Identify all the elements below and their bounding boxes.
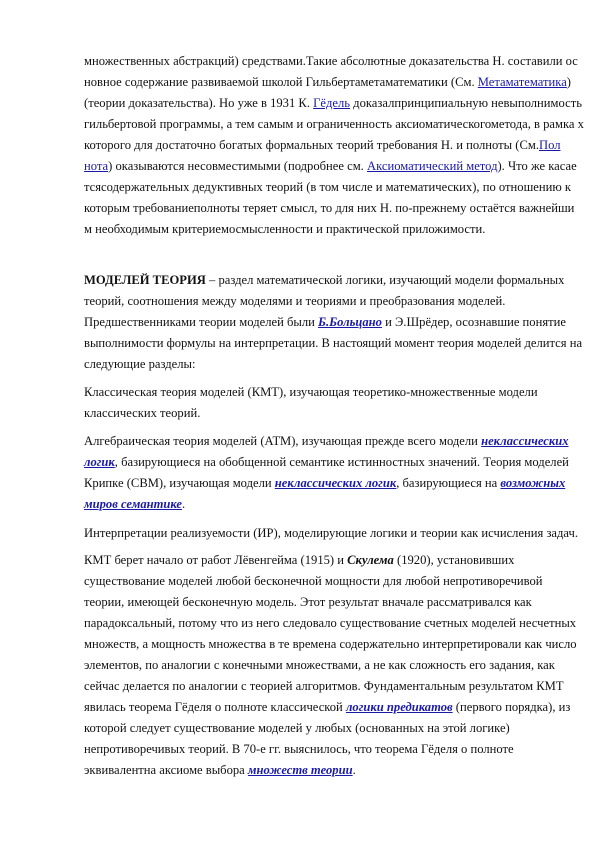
link-possible-worlds-semantics[interactable]: возможных миров семантике xyxy=(84,476,566,511)
link-bolzano[interactable]: Б.Больцано xyxy=(318,315,382,329)
paragraph-classical-model-theory xyxy=(84,382,584,424)
text: КМТ берет начало от работ Лёвенгейма (1915) и xyxy=(84,553,348,567)
link-predicate-logic[interactable]: логики предикатов xyxy=(345,700,453,714)
text: , базирующиеся на обобщенной семантике истинностных значений. Теория моделей Крипке (СВМ), изучающая модели xyxy=(84,455,569,490)
link-nonclassical-logics[interactable]: неклассических логик xyxy=(84,434,569,469)
text: Интерпретации реализуемости (ИР), моделирующие логики и теории как исчисления задач. xyxy=(84,526,578,540)
paragraph-realizability xyxy=(84,523,584,544)
link-set-theory[interactable]: множеств теории xyxy=(247,763,353,777)
text: и Э.Шрёдер, осознавшие понятие выполнимости формулы на интерпретации. В настоящий момент теория моделей делится на следующие разделы: xyxy=(84,315,583,371)
link-metamathematics[interactable]: Метаматематика xyxy=(477,75,567,89)
text: ) (теории доказательства). Но уже в 1931 К. xyxy=(84,75,571,110)
text: ). Что же касае тсясодержательных дедуктивных теорий (в том числе и математических), по отношению к которым требованиеполноты теряет смысл, то для них Н. по-прежнему остаётся важнейши м необходимым критериемосмысленности и практической приложимости. xyxy=(84,159,577,236)
paragraph-consistency xyxy=(84,51,584,240)
paragraph-kmt-history xyxy=(84,550,584,781)
text: (1920), установивших существование моделей любой бесконечной мощности для любой непротиворечивой теории, имеющей бесконечную модель. Этот результат вначале рассматривался как парадоксальный, потому что из него следовало существование счетных моделей несчетных множеств, а мощность множества в те времена содержательно интерпретировали как число элементов, по аналогии с конечными множествами, а не как сложность его задания, как сейчас делается по аналогии с теорией алгоритмов. Фундаментальным результатом КМТ явилась теорема Гёделя о полноте классической xyxy=(84,553,577,714)
text: – раздел математической логики, изучающий модели формальных теорий, соотношения между моделями и теориями и преобразования моделей. Предшественниками теории моделей были xyxy=(84,273,565,329)
link-completeness[interactable]: Пол нота xyxy=(84,138,561,173)
text: доказалпринципиальную невыполнимость гильбертовой программы, а тем самым и ограниченность аксиоматическогометода, в рамка х которого для достаточно богатых формальных теорий требования Н. и полноты (См. xyxy=(84,96,584,152)
text: . xyxy=(352,763,356,777)
name-skolem: Скулема xyxy=(347,553,394,567)
link-nonclassical-logics-2[interactable]: неклассических логик xyxy=(274,476,397,490)
text: ) оказываются несовместимыми (подробнее см. xyxy=(108,159,367,173)
paragraph-algebraic-model-theory xyxy=(84,431,584,515)
text: , базирующиеся на xyxy=(396,476,501,490)
text: . xyxy=(182,497,186,511)
text: (первого порядка), из которой следует существование моделей у любых (основанных на этой логике) непротиворечивых теорий. В 70-е гг. выяснилось, что теорема Гёделя о полноте эквивалентна аксиоме выбора xyxy=(84,700,571,777)
text: Классическая теория моделей (КМТ), изучающая теоретико-множественные модели классических теорий. xyxy=(84,385,538,420)
paragraph-model-theory-definition xyxy=(84,270,584,375)
text: множественных абстракций) средствами.Такие абсолютные доказательства Н. составили ос новное содержание развиваемой школой Гильбертаметаматематики (См. xyxy=(84,54,578,89)
term-heading: МОДЕЛЕЙ ТЕОРИЯ xyxy=(84,273,206,287)
link-axiomatic-method[interactable]: Аксиоматический метод xyxy=(366,159,498,173)
link-goedel[interactable]: Гёдель xyxy=(313,96,351,110)
text: Алгебраическая теория моделей (АТМ), изучающая прежде всего модели xyxy=(84,434,482,448)
